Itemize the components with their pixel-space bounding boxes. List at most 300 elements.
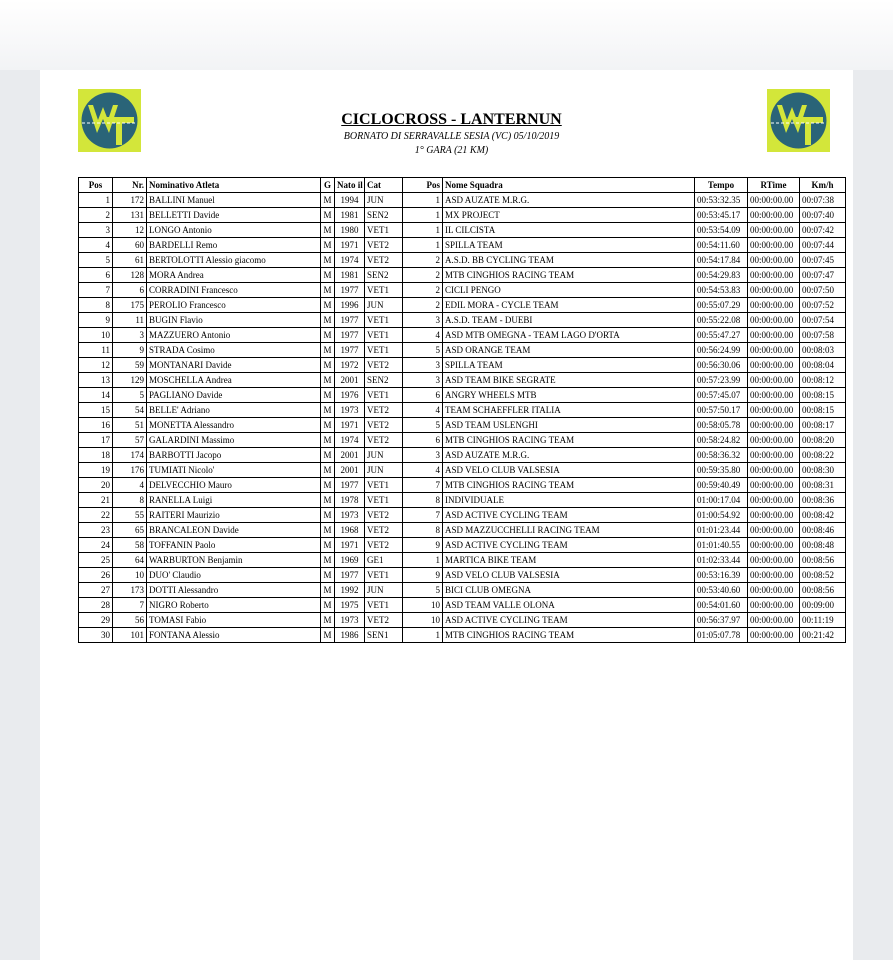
cell-bib-number: 57 <box>113 433 147 448</box>
cell-pos: 17 <box>79 433 113 448</box>
table-row <box>79 313 846 328</box>
cell-time: 00:54:29.83 <box>695 268 748 283</box>
cell-speed: 00:08:56 <box>800 583 846 598</box>
cell-gender: M <box>321 253 335 268</box>
cell-category-pos: 2 <box>403 253 443 268</box>
cell-category-pos: 3 <box>403 373 443 388</box>
cell-gender: M <box>321 358 335 373</box>
table-row <box>79 343 846 358</box>
cell-rtime: 00:00:00.00 <box>748 238 800 253</box>
cell-speed: 00:08:56 <box>800 553 846 568</box>
col-header-team: Nome Squadra <box>443 178 695 193</box>
cell-pos: 1 <box>79 193 113 208</box>
cell-bib-number: 6 <box>113 283 147 298</box>
cell-rtime: 00:00:00.00 <box>748 418 800 433</box>
table-row <box>79 373 846 388</box>
cell-athlete-name: MONTANARI Davide <box>147 358 321 373</box>
cell-speed: 00:07:44 <box>800 238 846 253</box>
wt-logo-left <box>78 89 141 152</box>
cell-bib-number: 7 <box>113 598 147 613</box>
cell-rtime: 00:00:00.00 <box>748 613 800 628</box>
cell-pos: 28 <box>79 598 113 613</box>
cell-pos: 25 <box>79 553 113 568</box>
cell-rtime: 00:00:00.00 <box>748 493 800 508</box>
cell-speed: 00:08:31 <box>800 478 846 493</box>
cell-time: 00:53:54.09 <box>695 223 748 238</box>
cell-time: 00:53:40.60 <box>695 583 748 598</box>
col-header-gender: G <box>321 178 335 193</box>
cell-rtime: 00:00:00.00 <box>748 553 800 568</box>
cell-category-pos: 8 <box>403 523 443 538</box>
cell-athlete-name: TOMASI Fabio <box>147 613 321 628</box>
cell-speed: 00:08:12 <box>800 373 846 388</box>
cell-gender: M <box>321 268 335 283</box>
event-location-date: BORNATO DI SERRAVALLE SESIA (VC) 05/10/2019 <box>343 131 560 142</box>
cell-team-name: ASD VELO CLUB VALSESIA <box>443 463 695 478</box>
cell-bib-number: 65 <box>113 523 147 538</box>
cell-birth-year: 1976 <box>335 388 365 403</box>
cell-time: 00:53:45.17 <box>695 208 748 223</box>
cell-gender: M <box>321 343 335 358</box>
cell-category-pos: 3 <box>403 358 443 373</box>
table-row <box>79 568 846 583</box>
cell-category-pos: 5 <box>403 418 443 433</box>
cell-team-name: A.S.D. TEAM - DUEBI <box>443 313 695 328</box>
cell-athlete-name: TOFFANIN Paolo <box>147 538 321 553</box>
cell-category-pos: 3 <box>403 448 443 463</box>
cell-athlete-name: DUO' Claudio <box>147 568 321 583</box>
cell-gender: M <box>321 628 335 643</box>
wt-logo-right <box>767 89 830 152</box>
cell-time: 00:59:40.49 <box>695 478 748 493</box>
cell-birth-year: 1981 <box>335 268 365 283</box>
cell-pos: 12 <box>79 358 113 373</box>
cell-team-name: INDIVIDUALE <box>443 493 695 508</box>
cell-category: JUN <box>365 463 403 478</box>
cell-speed: 00:07:45 <box>800 253 846 268</box>
table-row <box>79 358 846 373</box>
cell-category-pos: 6 <box>403 388 443 403</box>
cell-birth-year: 1968 <box>335 523 365 538</box>
table-row <box>79 208 846 223</box>
cell-athlete-name: RAITERI Maurizio <box>147 508 321 523</box>
cell-gender: M <box>321 373 335 388</box>
cell-category: VET2 <box>365 508 403 523</box>
cell-birth-year: 1971 <box>335 538 365 553</box>
cell-category: VET2 <box>365 523 403 538</box>
cell-birth-year: 1977 <box>335 328 365 343</box>
cell-athlete-name: STRADA Cosimo <box>147 343 321 358</box>
cell-category-pos: 8 <box>403 493 443 508</box>
cell-birth-year: 1973 <box>335 508 365 523</box>
cell-rtime: 00:00:00.00 <box>748 373 800 388</box>
cell-bib-number: 64 <box>113 553 147 568</box>
cell-gender: M <box>321 538 335 553</box>
cell-team-name: ASD TEAM VALLE OLONA <box>443 598 695 613</box>
cell-athlete-name: BUGIN Flavio <box>147 313 321 328</box>
cell-gender: M <box>321 283 335 298</box>
cell-pos: 5 <box>79 253 113 268</box>
cell-category-pos: 9 <box>403 538 443 553</box>
cell-speed: 00:07:38 <box>800 193 846 208</box>
cell-speed: 00:08:04 <box>800 358 846 373</box>
table-row <box>79 403 846 418</box>
cell-category-pos: 2 <box>403 268 443 283</box>
cell-category: VET2 <box>365 403 403 418</box>
cell-category-pos: 10 <box>403 598 443 613</box>
cell-gender: M <box>321 238 335 253</box>
cell-bib-number: 175 <box>113 298 147 313</box>
cell-birth-year: 1972 <box>335 358 365 373</box>
cell-bib-number: 172 <box>113 193 147 208</box>
cell-team-name: MTB CINGHIOS RACING TEAM <box>443 433 695 448</box>
cell-speed: 00:08:15 <box>800 388 846 403</box>
cell-team-name: MTB CINGHIOS RACING TEAM <box>443 628 695 643</box>
cell-rtime: 00:00:00.00 <box>748 523 800 538</box>
cell-team-name: ASD MTB OMEGNA - TEAM LAGO D'ORTA <box>443 328 695 343</box>
cell-team-name: MX PROJECT <box>443 208 695 223</box>
cell-athlete-name: BARDELLI Remo <box>147 238 321 253</box>
cell-category: JUN <box>365 583 403 598</box>
cell-category-pos: 1 <box>403 628 443 643</box>
cell-time: 01:02:33.44 <box>695 553 748 568</box>
cell-athlete-name: BRANCALEON Davide <box>147 523 321 538</box>
cell-gender: M <box>321 193 335 208</box>
cell-speed: 00:08:17 <box>800 418 846 433</box>
cell-time: 00:54:53.83 <box>695 283 748 298</box>
cell-speed: 00:07:42 <box>800 223 846 238</box>
cell-time: 00:54:17.84 <box>695 253 748 268</box>
cell-category: GE1 <box>365 553 403 568</box>
cell-team-name: ASD TEAM BIKE SEGRATE <box>443 373 695 388</box>
cell-rtime: 00:00:00.00 <box>748 268 800 283</box>
cell-pos: 6 <box>79 268 113 283</box>
cell-gender: M <box>321 598 335 613</box>
cell-team-name: MTB CINGHIOS RACING TEAM <box>443 268 695 283</box>
cell-team-name: ASD ACTIVE CYCLING TEAM <box>443 508 695 523</box>
cell-birth-year: 1980 <box>335 223 365 238</box>
cell-team-name: BICI CLUB OMEGNA <box>443 583 695 598</box>
cell-rtime: 00:00:00.00 <box>748 208 800 223</box>
cell-birth-year: 1971 <box>335 418 365 433</box>
cell-speed: 00:08:03 <box>800 343 846 358</box>
cell-bib-number: 55 <box>113 508 147 523</box>
table-row <box>79 433 846 448</box>
cell-category: VET1 <box>365 388 403 403</box>
cell-time: 01:01:40.55 <box>695 538 748 553</box>
cell-gender: M <box>321 508 335 523</box>
cell-gender: M <box>321 613 335 628</box>
cell-category: VET2 <box>365 538 403 553</box>
cell-athlete-name: RANELLA Luigi <box>147 493 321 508</box>
cell-athlete-name: MONETTA Alessandro <box>147 418 321 433</box>
cell-pos: 23 <box>79 523 113 538</box>
cell-category-pos: 1 <box>403 238 443 253</box>
table-row <box>79 553 846 568</box>
cell-rtime: 00:00:00.00 <box>748 223 800 238</box>
cell-bib-number: 51 <box>113 418 147 433</box>
cell-athlete-name: PEROLIO Francesco <box>147 298 321 313</box>
cell-category-pos: 3 <box>403 313 443 328</box>
table-row <box>79 193 846 208</box>
viewer-top-bar <box>0 0 893 70</box>
cell-time: 00:55:47.27 <box>695 328 748 343</box>
cell-pos: 19 <box>79 463 113 478</box>
cell-pos: 18 <box>79 448 113 463</box>
cell-gender: M <box>321 463 335 478</box>
cell-birth-year: 1977 <box>335 283 365 298</box>
cell-bib-number: 131 <box>113 208 147 223</box>
cell-team-name: TEAM SCHAEFFLER ITALIA <box>443 403 695 418</box>
col-header-category: Cat <box>365 178 403 193</box>
cell-birth-year: 1996 <box>335 298 365 313</box>
cell-athlete-name: BARBOTTI Jacopo <box>147 448 321 463</box>
cell-category: VET2 <box>365 238 403 253</box>
cell-team-name: IL CILCISTA <box>443 223 695 238</box>
cell-athlete-name: LONGO Antonio <box>147 223 321 238</box>
cell-speed: 00:08:36 <box>800 493 846 508</box>
cell-birth-year: 1977 <box>335 313 365 328</box>
cell-bib-number: 5 <box>113 388 147 403</box>
cell-athlete-name: MAZZUERO Antonio <box>147 328 321 343</box>
cell-category: VET2 <box>365 358 403 373</box>
cell-gender: M <box>321 433 335 448</box>
cell-pos: 9 <box>79 313 113 328</box>
cell-speed: 00:08:22 <box>800 448 846 463</box>
col-header-time: Tempo <box>695 178 748 193</box>
cell-category: VET1 <box>365 283 403 298</box>
cell-team-name: ASD AUZATE M.R.G. <box>443 448 695 463</box>
cell-athlete-name: BELLETTI Davide <box>147 208 321 223</box>
table-row <box>79 448 846 463</box>
cell-category-pos: 2 <box>403 298 443 313</box>
cell-pos: 29 <box>79 613 113 628</box>
cell-rtime: 00:00:00.00 <box>748 568 800 583</box>
cell-speed: 00:09:00 <box>800 598 846 613</box>
cell-bib-number: 59 <box>113 358 147 373</box>
document-page <box>40 70 853 960</box>
cell-speed: 00:08:15 <box>800 403 846 418</box>
cell-athlete-name: BELLE' Adriano <box>147 403 321 418</box>
cell-category: JUN <box>365 193 403 208</box>
cell-pos: 4 <box>79 238 113 253</box>
cell-time: 00:58:36.32 <box>695 448 748 463</box>
cell-athlete-name: TUMIATI Nicolo' <box>147 463 321 478</box>
table-row <box>79 583 846 598</box>
cell-team-name: ANGRY WHEELS MTB <box>443 388 695 403</box>
cell-time: 00:53:32.35 <box>695 193 748 208</box>
cell-athlete-name: MOSCHELLA Andrea <box>147 373 321 388</box>
cell-bib-number: 56 <box>113 613 147 628</box>
cell-athlete-name: WARBURTON Benjamin <box>147 553 321 568</box>
cell-rtime: 00:00:00.00 <box>748 283 800 298</box>
table-row <box>79 418 846 433</box>
cell-gender: M <box>321 493 335 508</box>
table-row <box>79 493 846 508</box>
cell-category-pos: 6 <box>403 433 443 448</box>
cell-team-name: SPILLA TEAM <box>443 238 695 253</box>
cell-speed: 00:07:58 <box>800 328 846 343</box>
cell-speed: 00:07:54 <box>800 313 846 328</box>
cell-birth-year: 1969 <box>335 553 365 568</box>
cell-time: 00:55:22.08 <box>695 313 748 328</box>
cell-athlete-name: BALLINI Manuel <box>147 193 321 208</box>
cell-rtime: 00:00:00.00 <box>748 193 800 208</box>
cell-bib-number: 54 <box>113 403 147 418</box>
cell-rtime: 00:00:00.00 <box>748 253 800 268</box>
cell-pos: 26 <box>79 568 113 583</box>
cell-bib-number: 12 <box>113 223 147 238</box>
race-label: 1° GARA (21 KM) <box>414 145 489 156</box>
cell-category: SEN2 <box>365 373 403 388</box>
cell-pos: 22 <box>79 508 113 523</box>
table-row <box>79 298 846 313</box>
cell-time: 01:00:17.04 <box>695 493 748 508</box>
cell-time: 00:58:05.78 <box>695 418 748 433</box>
cell-rtime: 00:00:00.00 <box>748 403 800 418</box>
cell-team-name: ASD VELO CLUB VALSESIA <box>443 568 695 583</box>
cell-bib-number: 3 <box>113 328 147 343</box>
table-row <box>79 523 846 538</box>
cell-pos: 7 <box>79 283 113 298</box>
table-row <box>79 478 846 493</box>
cell-bib-number: 101 <box>113 628 147 643</box>
cell-rtime: 00:00:00.00 <box>748 628 800 643</box>
cell-category: SEN1 <box>365 628 403 643</box>
cell-speed: 00:07:47 <box>800 268 846 283</box>
cell-bib-number: 176 <box>113 463 147 478</box>
cell-gender: M <box>321 568 335 583</box>
cell-category-pos: 1 <box>403 208 443 223</box>
cell-category: VET1 <box>365 568 403 583</box>
cell-athlete-name: MORA Andrea <box>147 268 321 283</box>
cell-bib-number: 128 <box>113 268 147 283</box>
table-row <box>79 253 846 268</box>
cell-pos: 24 <box>79 538 113 553</box>
cell-bib-number: 173 <box>113 583 147 598</box>
table-row <box>79 613 846 628</box>
cell-speed: 00:08:46 <box>800 523 846 538</box>
cell-rtime: 00:00:00.00 <box>748 298 800 313</box>
cell-time: 01:00:54.92 <box>695 508 748 523</box>
cell-pos: 20 <box>79 478 113 493</box>
cell-time: 00:59:35.80 <box>695 463 748 478</box>
cell-birth-year: 1994 <box>335 193 365 208</box>
cell-birth-year: 2001 <box>335 373 365 388</box>
col-header-speed: Km/h <box>800 178 846 193</box>
cell-category-pos: 7 <box>403 478 443 493</box>
cell-birth-year: 1981 <box>335 208 365 223</box>
cell-category-pos: 4 <box>403 328 443 343</box>
cell-gender: M <box>321 553 335 568</box>
cell-gender: M <box>321 583 335 598</box>
cell-bib-number: 129 <box>113 373 147 388</box>
cell-category: VET1 <box>365 478 403 493</box>
table-row <box>79 538 846 553</box>
cell-gender: M <box>321 478 335 493</box>
cell-category: VET2 <box>365 253 403 268</box>
cell-athlete-name: GALARDINI Massimo <box>147 433 321 448</box>
cell-athlete-name: DOTTI Alessandro <box>147 583 321 598</box>
col-header-rtime: RTime <box>748 178 800 193</box>
cell-rtime: 00:00:00.00 <box>748 343 800 358</box>
cell-time: 00:57:50.17 <box>695 403 748 418</box>
cell-category: JUN <box>365 298 403 313</box>
cell-time: 00:58:24.82 <box>695 433 748 448</box>
cell-birth-year: 1986 <box>335 628 365 643</box>
cell-time: 00:57:23.99 <box>695 373 748 388</box>
header-block <box>160 110 743 158</box>
cell-bib-number: 61 <box>113 253 147 268</box>
cell-category: VET1 <box>365 313 403 328</box>
cell-pos: 8 <box>79 298 113 313</box>
cell-category-pos: 5 <box>403 343 443 358</box>
cell-speed: 00:08:52 <box>800 568 846 583</box>
cell-team-name: MTB CINGHIOS RACING TEAM <box>443 478 695 493</box>
cell-time: 00:55:07.29 <box>695 298 748 313</box>
cell-category-pos: 2 <box>403 283 443 298</box>
cell-athlete-name: FONTANA Alessio <box>147 628 321 643</box>
col-header-athlete: Nominativo Atleta <box>147 178 321 193</box>
table-header-row <box>79 178 846 193</box>
cell-pos: 11 <box>79 343 113 358</box>
cell-birth-year: 2001 <box>335 463 365 478</box>
cell-rtime: 00:00:00.00 <box>748 388 800 403</box>
table-row <box>79 223 846 238</box>
cell-category: VET1 <box>365 328 403 343</box>
cell-rtime: 00:00:00.00 <box>748 448 800 463</box>
cell-pos: 21 <box>79 493 113 508</box>
cell-category: VET2 <box>365 418 403 433</box>
cell-speed: 00:21:42 <box>800 628 846 643</box>
cell-category: SEN2 <box>365 268 403 283</box>
table-row <box>79 328 846 343</box>
cell-speed: 00:11:19 <box>800 613 846 628</box>
cell-team-name: SPILLA TEAM <box>443 358 695 373</box>
cell-gender: M <box>321 523 335 538</box>
cell-bib-number: 60 <box>113 238 147 253</box>
cell-pos: 2 <box>79 208 113 223</box>
cell-time: 00:54:01.60 <box>695 598 748 613</box>
col-header-category-pos: Pos <box>403 178 443 193</box>
cell-category-pos: 5 <box>403 583 443 598</box>
page-title: CICLOCROSS - LANTERNUN <box>341 111 562 128</box>
cell-birth-year: 1975 <box>335 598 365 613</box>
cell-category-pos: 1 <box>403 193 443 208</box>
cell-gender: M <box>321 388 335 403</box>
cell-category-pos: 9 <box>403 568 443 583</box>
cell-bib-number: 9 <box>113 343 147 358</box>
cell-category: VET1 <box>365 343 403 358</box>
table-row <box>79 508 846 523</box>
table-row <box>79 598 846 613</box>
cell-rtime: 00:00:00.00 <box>748 583 800 598</box>
cell-time: 01:05:07.78 <box>695 628 748 643</box>
cell-speed: 00:08:20 <box>800 433 846 448</box>
cell-rtime: 00:00:00.00 <box>748 478 800 493</box>
cell-rtime: 00:00:00.00 <box>748 328 800 343</box>
cell-birth-year: 1973 <box>335 613 365 628</box>
cell-pos: 14 <box>79 388 113 403</box>
cell-speed: 00:07:40 <box>800 208 846 223</box>
cell-team-name: CICLI PENGO <box>443 283 695 298</box>
cell-speed: 00:07:52 <box>800 298 846 313</box>
cell-rtime: 00:00:00.00 <box>748 358 800 373</box>
cell-team-name: ASD ORANGE TEAM <box>443 343 695 358</box>
cell-time: 00:57:45.07 <box>695 388 748 403</box>
table-row <box>79 628 846 643</box>
cell-birth-year: 1977 <box>335 343 365 358</box>
